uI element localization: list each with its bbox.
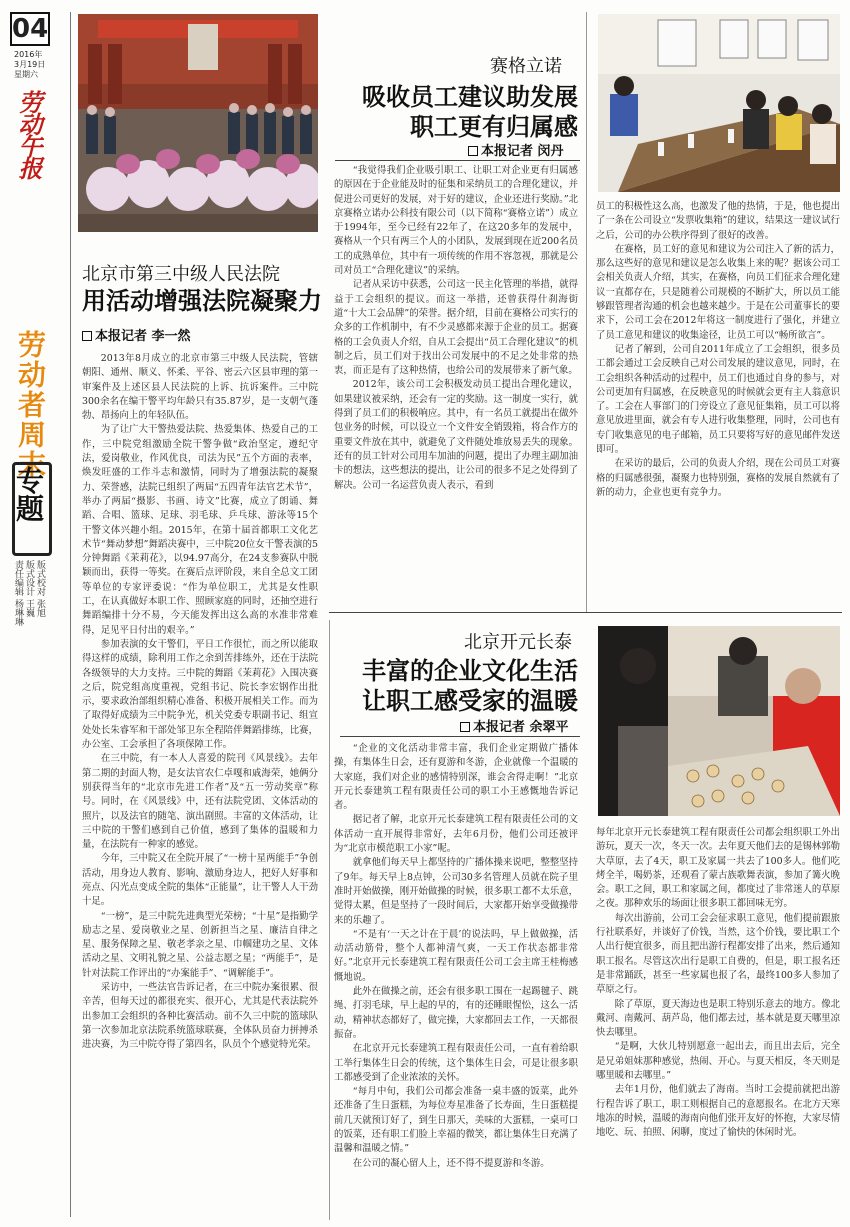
newspaper-logo: 劳动午报: [14, 90, 43, 178]
issue-year: 2016年: [14, 50, 43, 59]
headline-line: 丰富的企业文化生活: [362, 657, 578, 685]
paragraph: 每次出游前，公司工会会征求职工意见，他们提前跟旅行社联系好，并谈好了价钱，当然，这个价钱，要比职工个人出行便宜很多，而且把出游行程都安排了出来，然后通知职工报名。尽管这次出行是职工自费的，但是，职工报名还是非常踊跃，甚至一些家属也报了名，最终100多人参加了草原之行。: [596, 912, 840, 996]
headline-line: 吸收员工建议助发展: [362, 83, 578, 111]
paragraph: “一榜”，是三中院先进典型光荣榜；“十星”是指勤学励志之星、爱岗敬业之星、创新担当之星、廉洁自律之星、服务保障之星、敬老孝亲之星、巾帼建功之星、文体活动之星、文明礼貌之星、公益志愿之星；“两能手”，是针对法院工作评出的“办案能手”、“调解能手”。: [82, 910, 318, 979]
issue-day: 3月19日: [14, 60, 46, 69]
paragraph: “是啊，大伙儿特别愿意一起出去，而且出去后，完全是兄弟姐妹那种感觉，热闹、开心。与夏天相反，冬天则是哪里暖和去哪里。”: [596, 1041, 840, 1082]
paragraph: 每年北京开元长泰建筑工程有限责任公司都会组织职工外出游玩，夏天一次，冬天一次。去年夏天他们去的是锡林郭勒大草原，去了4天，职工及家属一共去了100多人。他们吃烤全羊，喝奶茶，还观看了蒙古族歌舞表演，参加了篝火晚会。职工之间，职工和家属之间，都度过了非常迷人的草原之夜。那种欢乐的场面让很多职工都回味无穷。: [596, 827, 840, 910]
paragraph: 在北京开元长泰建筑工程有限责任公司，一直有着给职工举行集体生日会的传统，这个集体生日会，可是让很多职工都感受到了企业浓浓的关怀。: [334, 1043, 578, 1083]
paragraph: 在三中院，有一本人人喜爱的院刊《风景线》。去年第二期的封面人物，是女法官农仁卓嘎和戚海荣，她俩分别获得当年的“北京市先进工作者”及“五一劳动奖章”称号。同时，在《风景线》中，还有法院党团、文体活动的照片，以及法官的随笔、演出剧照。丰富的文体活动，让三中院的干警们感到自己价值，感到了集体的温暖和力量，在法院有一种家的感觉。: [82, 753, 318, 851]
topic-label: 专题: [12, 466, 45, 522]
article-headline: 用活动增强法院凝聚力: [82, 287, 322, 315]
paragraph: 此外在做操之前，还会有很多职工围在一起踢毽子、跳绳、打羽毛球，早上起的早的，有的还睡眼惺忪，这么一活动，精神状态都好了，做完操，大家都回去工作，一天都很振奋。: [334, 986, 578, 1040]
credit-line: 责任编辑 杨琳琳: [13, 560, 23, 626]
paragraph: 在采访的最后，公司的负责人介绍，现在公司员工对赛格的归属感很强，凝聚力也特别强，赛格的发展自然就有了新的动力，企业也更有竞争力。: [596, 458, 840, 498]
article-kicker: 赛格立诺: [490, 56, 562, 77]
byline-text: 本报记者 闵丹: [481, 144, 564, 159]
article-byline: [460, 716, 569, 735]
paragraph: “不是有‘一天之计在于晨’的说法吗，早上做做操，活动活动筋骨，整个人都神清气爽，一天工作状态都非常好。”北京开元长泰建筑工程有限责任公司工会主席王桂梅感慨地说。: [334, 928, 578, 983]
saige-article-col2: [596, 200, 840, 604]
paragraph: 去年1月份，他们就去了海南。当时工会提前就把出游行程告诉了职工，职工则根据自己的意愿报名。在北方天寒地冻的时候，温暖的海南向他们张开友好的怀抱，大家尽情地吃、玩、拍照、闲聊，度过了愉快的休闲时光。: [596, 1084, 840, 1139]
paragraph: 员工的积极性这么高，也激发了他的热情，于是，他也提出了一条在公司设立“发票收集箱”的建议，结果这一建议试行之后，公司的办公秩序得到了很好的改善。: [596, 201, 840, 241]
paragraph: “每月中旬，我们公司都会准备一桌丰盛的饭菜，此外还准备了生日蛋糕，为每位寿星准备了长寿面，生日蛋糕提前几天就预订好了，到生日那天，美味的大蛋糕，一桌可口的饭菜，还有职工们脸上幸福的微笑，都让集体生日充满了温馨和温暖之情。”: [334, 1086, 578, 1155]
paragraph: “我觉得我们企业吸引职工、让职工对企业更有归属感的原因在于企业能及时的征集和采纳员工的合理化建议，并促进公司更好的发展，对于好的建议，企业还进行奖励。”北京赛格立诺办公科技有限公司（以下简称“赛格立诺”）成立于1994年，至今已经有22年了，在这20多年的发展中，赛格从一个只有两三个人的小团队，发展到现在近200名员工的成熟单位，其中有一项传统的作用不容忽视，那就是公司对员工“合理化建议”的采纳。: [334, 165, 578, 277]
court-group-photo: [78, 14, 318, 232]
byline-rule: [335, 160, 580, 161]
column-rule: [586, 12, 587, 612]
meeting-photo: [598, 14, 840, 192]
paragraph: 2013年8月成立的北京市第三中级人民法院，管辖朝阳、通州、顺义、怀柔、平谷、密云六区县审理的第一审案件及上述区县人民法院的上诉、抗诉案件。三中院300余名在编干警平均年龄只有35.87岁，是一支朝气蓬勃、昂扬向上的年轻队伍。: [82, 353, 318, 422]
credit-line: 版式设计 王巍: [24, 560, 34, 617]
paragraph: 就拿他们每天早上都坚持的广播体操来说吧，整整坚持了9年。每天早上8点钟，公司30多名管理人员就在院子里准时开始做操，刚开始做操的时候，很多职工都不太乐意，觉得太累，但是坚持了一段时间后，大家都开始享受做操带来的乐趣了。: [334, 857, 578, 926]
article-kicker: 北京市第三中级人民法院: [82, 264, 280, 285]
article-byline: [468, 140, 564, 159]
paragraph: 在赛格，员工好的意见和建议为公司注入了新的活力，那么这些好的意见和建议是怎么收集上来的呢？据该公司工会相关负责人介绍，其实，在赛格，向员工们征求合理化建议一直都存在，只是随着公司规模的不断扩大，所以员工能够跟管理者沟通的机会也越来越少。于是在公司董事长的要求下，公司工会在2012年将这一制度进行了强化，并建立了员工意见和建议的收集途径，让员工可以“畅所欲言”。: [596, 243, 840, 341]
court-article-body: [82, 352, 318, 1214]
paragraph: 2012年，该公司工会积极发动员工提出合理化建议，如果建议被采纳，还会有一定的奖励。这一制度一实行，就得到了员工们的积极响应。其中，有一名员工就提出在做外包业务的时候，可以设立一个文件安全销毁箱，将合作方的重要文件放在其中，就避免了文件随处堆放易丢失的现象。还有的员工针对公司用车加油的问题，提出了办理主副加油卡的想法，这些想法的提出，让公司的很多不足之处得到了解决。公司一名运营负责人表示，看到: [334, 379, 578, 491]
paragraph: 在公司的凝心留人上，还不得不提夏游和冬游。: [352, 1157, 550, 1169]
headline-line: 让职工感受家的温暖: [362, 687, 578, 715]
margin-rule: [70, 12, 71, 1217]
kaiyuan-article-col1: [334, 742, 578, 1220]
issue-weekday: 星期六: [14, 70, 38, 79]
byline-text: 本报记者 余翠平: [473, 720, 569, 735]
byline-rule: [340, 736, 580, 737]
article-byline: [82, 325, 191, 344]
staff-credits: [12, 560, 45, 660]
paragraph: 除了草原，夏天海边也是职工特别乐意去的地方。像北戴河、南戴河、葫芦岛，他们都去过，基本就是夏天哪里凉快去哪里。: [596, 998, 840, 1039]
paragraph: 参加表演的女干警们，平日工作很忙，而之所以能取得这样的成绩，除利用工作之余到苦排练外，还在于法院各级领导的大力支持。三中院的舞蹈《茉莉花》入围决赛之后，院党组高度重视，党组书记、院长李宏钢作出批示，要求政治部组织精心准备、积极开展相关工作。而为了取得好成绩为三中院争光，机关党委专职副书记、组宣处处长朱睿军和干部处邹卫东全程陪伴舞蹈排练，比赛，办公室、工会承担了各项保障工作。: [82, 638, 318, 751]
byline-marker: [460, 722, 470, 732]
paragraph: 今年，三中院又在全院开展了“一榜十星两能手”争创活动，用身边人教育、影响、激励身边人，把好人好事和亮点、闪光点变成全院的集体“正能量”，让干警人人干劲十足。: [82, 853, 318, 908]
paragraph: 采访中，一些法官告诉记者，在三中院办案很累、很辛苦，但每天过的都很充实、很开心，尤其是代表法院外出参加工会组织的各种比赛活动。前不久三中院的篮球队第一次参加北京法院系统篮球联赛，全体队员奋力拼搏杀进决赛，为三中院夺得了第四名，队员个个感觉特光荣。: [82, 982, 318, 1051]
byline-marker: [82, 331, 92, 341]
section-divider: [329, 612, 842, 613]
saige-article-col1: [334, 164, 578, 604]
section-title: 劳动者周末: [14, 330, 47, 480]
page-number: 04: [12, 14, 49, 44]
article-headline: [362, 82, 578, 142]
paragraph: 记者了解到，公司自2011年成立了工会组织，很多员工都会通过工会反映自己对公司发展的建议意见，同时，在工会组织各种活动的过程中，员工们也通过自身的参与，对公司更加有归属感，在反映意见的时候就会更有主人翁意识了。工会在人事部门的门旁设立了意见征集箱，员工可以将意见放进里面，就会有专人进行收集整理，同时，公司也有专门收集意见的电子邮箱，员工只要将写好的意见邮件发送即可。: [596, 343, 840, 456]
headline-line: 职工更有归属感: [410, 113, 578, 141]
paragraph: 记者从采访中获悉，公司这一民主化管理的举措，就得益于工会组织的提议。而这一举措，还曾获得什刹海街道“十大工会品牌”的荣誉。据介绍，目前在赛格公司实行的众多的工作机制中，有不少灵感都来源于企业的员工。据赛格的工会负责人介绍，自从工会提出“员工合理化建议”的机制之后，员工们对于找出公司发展中的不足之处非常的热衷，而正是有了这种热情，也给公司的发展带来了新气象。: [334, 279, 578, 377]
chess-photo: [598, 626, 840, 816]
byline-marker: [468, 146, 478, 156]
article-headline: [342, 656, 578, 716]
column-rule: [329, 620, 330, 1220]
article-kicker: 北京开元长泰: [464, 632, 572, 653]
kaiyuan-article-col2: [596, 826, 840, 1220]
issue-date: [14, 50, 58, 80]
paragraph: “企业的文化活动非常丰富，我们企业定期做广播体操，有集体生日会，还有夏游和冬游，企业就像一个温暖的大家庭，我们对企业的感情特别深，谁会舍得走啊！”北京开元长泰建筑工程有限责任公司的职工小王感慨地告诉记者。: [334, 743, 578, 812]
paragraph: 为了让广大干警热爱法院、热爱集体、热爱自己的工作，三中院党组激励全院干警争做“政治坚定，遵纪守法，爱岗敬业，作风优良，司法为民”五个方面的表率，焕发旺盛的工作斗志和激情，同时为了增强法院的凝聚力、荣誉感，法院已组织了两届“五四青年法官艺术节”，举办了两届“摄影、书画、诗文”比赛，成立了朗诵、舞蹈、合唱、篮球、足球、羽毛球、乒乓球、游泳等15个干警文体兴趣小组。2015年，在第十届首都职工文化艺术节“舞动梦想”舞蹈决赛中，三中院20位女干警表演的5分钟舞蹈《茉莉花》，以94.97高分，在24支参赛队中脱颖而出，获得一等奖。在赛后点评阶段，来自全总文工团等单位的专家评委说：“作为单位职工，尤其是女性职工，在认真做好本职工作、照顾家庭的同时，还抽空进行舞蹈编排十分不易，今天能发挥出这么高的水准非常难得，足见平日付出的艰辛。”: [82, 424, 318, 636]
paragraph: 据记者了解，北京开元长泰建筑工程有限责任公司的文体活动一直开展得非常好，去年6月份，他们公司还被评为“北京市模范职工小家”呢。: [334, 814, 578, 855]
credit-line: 版式校对 张旭: [35, 560, 45, 617]
byline-text: 本报记者 李一然: [95, 329, 191, 344]
